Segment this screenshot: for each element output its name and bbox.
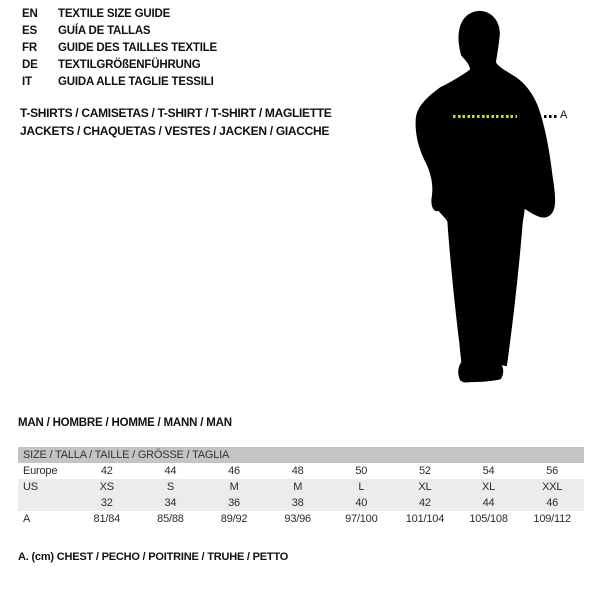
chest-footnote: A. (cm) CHEST / PECHO / POITRINE / TRUHE / PETTO bbox=[18, 551, 289, 563]
table-row-europe bbox=[18, 463, 584, 479]
man-silhouette-figure bbox=[412, 6, 562, 392]
size-cell: XL bbox=[482, 481, 496, 493]
size-cell: 40 bbox=[355, 497, 368, 509]
size-table-header: SIZE / TALLA / TAILLE / GRÖSSE / TAGLIA bbox=[18, 447, 584, 463]
language-code: DE bbox=[22, 59, 38, 71]
row-label bbox=[18, 495, 75, 511]
size-cell: M bbox=[293, 481, 303, 493]
size-cell: 44 bbox=[164, 465, 177, 477]
size-cell: 105/108 bbox=[469, 513, 508, 525]
row-label: A bbox=[23, 513, 31, 525]
language-row-fr bbox=[22, 40, 217, 57]
chest-measure-dashes-on-body bbox=[453, 115, 517, 118]
category-line-jackets: JACKETS / CHAQUETAS / VESTES / JACKEN / GIACCHE bbox=[20, 124, 330, 138]
size-cell: 81/84 bbox=[93, 513, 121, 525]
language-label: GUIDA ALLE TAGLIE TESSILI bbox=[58, 76, 214, 88]
size-table bbox=[18, 447, 584, 527]
size-cell: 109/112 bbox=[533, 513, 571, 525]
size-cell: 34 bbox=[164, 497, 177, 509]
size-cell: XL bbox=[418, 481, 432, 493]
language-label: GUIDE DES TAILLES TEXTILE bbox=[58, 42, 217, 54]
language-code: EN bbox=[22, 8, 38, 20]
size-cell: M bbox=[229, 481, 239, 493]
size-cell: 85/88 bbox=[157, 513, 184, 525]
language-code: ES bbox=[22, 25, 37, 37]
language-row-de bbox=[22, 57, 217, 74]
size-cell: 42 bbox=[419, 497, 431, 509]
size-cell: 93/96 bbox=[284, 513, 311, 525]
language-code: IT bbox=[22, 76, 32, 88]
size-cell: 54 bbox=[482, 465, 495, 477]
size-cell: 56 bbox=[546, 465, 559, 477]
language-label: TEXTILE SIZE GUIDE bbox=[58, 8, 171, 20]
measure-label-a: A bbox=[560, 109, 568, 121]
size-cell: 46 bbox=[228, 465, 240, 477]
size-cell: L bbox=[358, 481, 365, 493]
size-cell: 101/104 bbox=[405, 513, 445, 525]
size-cell: 36 bbox=[228, 497, 240, 509]
language-row-es bbox=[22, 23, 217, 40]
size-cell: XS bbox=[99, 481, 114, 493]
language-row-en bbox=[22, 6, 217, 23]
size-cell: 46 bbox=[546, 497, 559, 509]
man-silhouette-icon bbox=[412, 6, 562, 392]
size-cell: 52 bbox=[419, 465, 431, 477]
size-cell: 50 bbox=[355, 465, 368, 477]
language-code: FR bbox=[22, 42, 37, 54]
table-row-a-chest bbox=[18, 511, 584, 527]
language-label: TEXTILGRÖßENFÜHRUNG bbox=[58, 59, 201, 71]
size-cell: 32 bbox=[100, 497, 113, 509]
table-row-us-numbers bbox=[18, 495, 584, 511]
garment-categories bbox=[20, 104, 332, 140]
size-cell: 48 bbox=[291, 465, 304, 477]
size-cell: XXL bbox=[542, 481, 563, 493]
size-cell: 38 bbox=[291, 497, 304, 509]
language-label: GUÍA DE TALLAS bbox=[58, 25, 151, 37]
chest-measure-dashes-leader bbox=[544, 115, 559, 118]
category-line-tshirts: T-SHIRTS / CAMISETAS / T-SHIRT / T-SHIRT / MAGLIETTE bbox=[20, 106, 332, 120]
row-label: Europe bbox=[23, 465, 58, 477]
size-cell: 97/100 bbox=[345, 513, 378, 525]
language-list bbox=[22, 6, 217, 91]
size-cell: S bbox=[166, 481, 174, 493]
size-cell: 42 bbox=[100, 465, 113, 477]
row-label: US bbox=[23, 481, 38, 493]
table-row-us-letters bbox=[18, 479, 584, 495]
language-row-it bbox=[22, 74, 217, 91]
section-title-man: MAN / HOMBRE / HOMME / MANN / MAN bbox=[18, 417, 232, 429]
size-cell: 89/92 bbox=[220, 513, 248, 525]
size-cell: 44 bbox=[482, 497, 495, 509]
